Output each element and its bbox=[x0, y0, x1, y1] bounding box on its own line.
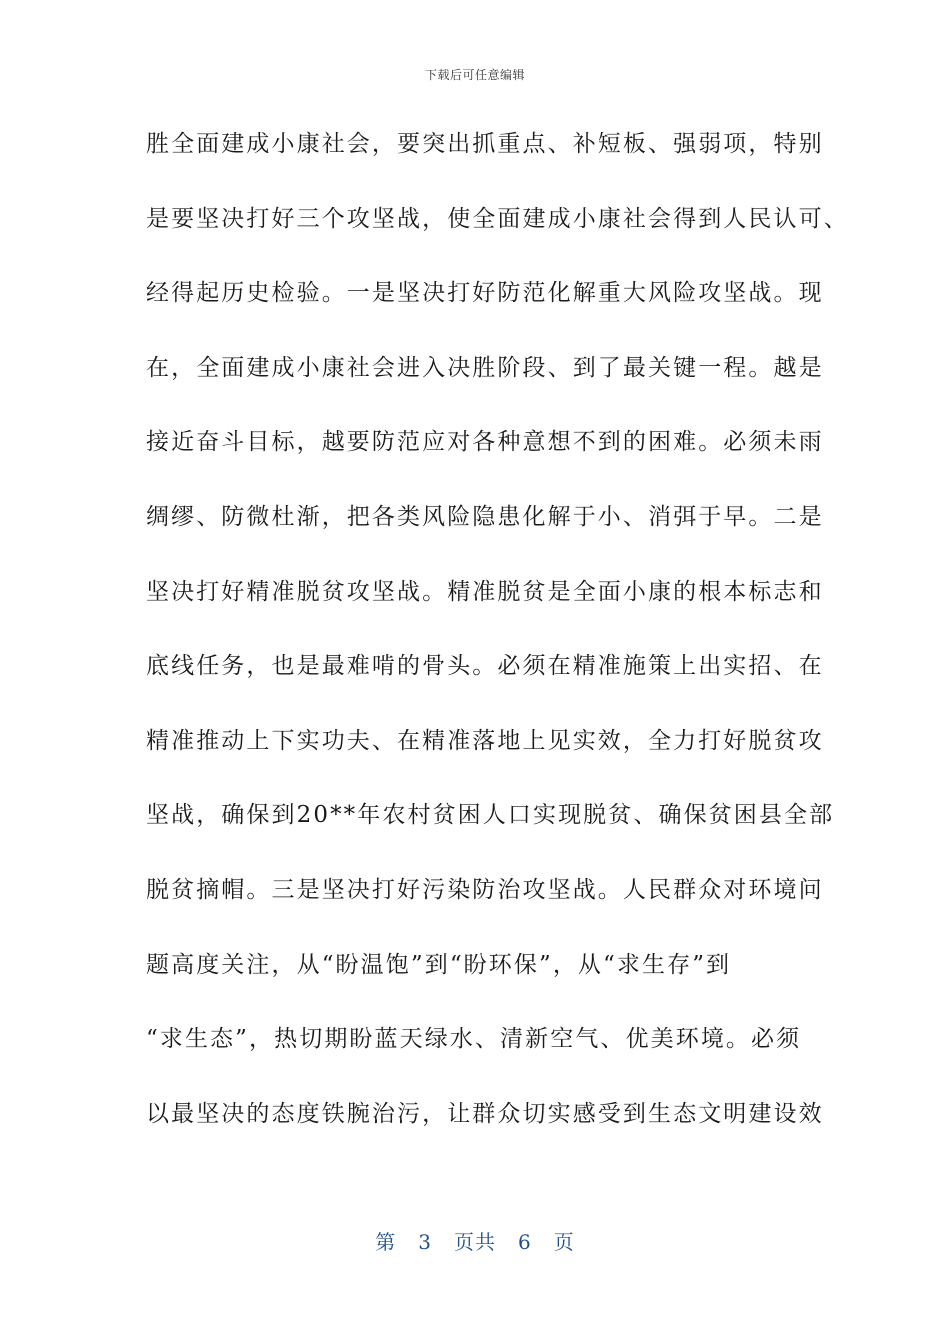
text-line: 胜全面建成小康社会，要突出抓重点、补短板、强弱项，特别 bbox=[146, 131, 824, 157]
text-line: “求生态”，热切期盼蓝天绿水、清新空气、优美环境。必须 bbox=[146, 1026, 802, 1053]
text-line: 经得起历史检验。一是坚决打好防范化解重大风险攻坚战。现 bbox=[146, 280, 824, 307]
page-middle: 页共 bbox=[454, 1230, 496, 1254]
document-body bbox=[146, 124, 849, 1168]
text-line: 底线任务，也是最难啃的骨头。必须在精准施策上出实招、在 bbox=[146, 653, 824, 680]
text-line: 接近奋斗目标，越要防范应对各种意想不到的困难。必须未雨 bbox=[146, 429, 824, 456]
text-line: 精准推动上下实功夫、在精准落地上见实效，全力打好脱贫攻 bbox=[146, 727, 824, 754]
page-prefix: 第 bbox=[375, 1230, 397, 1254]
text-line: 脱贫摘帽。三是坚决打好污染防治攻坚战。人民群众对环境问 bbox=[146, 876, 824, 903]
page-number-footer bbox=[0, 1226, 950, 1255]
text-line: 是要坚决打好三个攻坚战，使全面建成小康社会得到人民认可、 bbox=[146, 205, 849, 232]
text-line: 坚决打好精准脱贫攻坚战。精准脱贫是全面小康的根本标志和 bbox=[146, 578, 824, 605]
text-line: 坚战，确保到20**年农村贫困人口实现脱贫、确保贫困县全部 bbox=[146, 802, 835, 829]
text-line: 题高度关注，从“盼温饱”到“盼环保”，从“求生存”到 bbox=[146, 951, 732, 978]
page-suffix: 页 bbox=[553, 1230, 575, 1254]
text-line: 以最坚决的态度铁腕治污，让群众切实感受到生态文明建设效 bbox=[146, 1100, 824, 1127]
text-line: 绸缪、防微杜渐，把各类风险隐患化解于小、消弭于早。二是 bbox=[146, 503, 824, 530]
total-pages-number: 6 bbox=[518, 1230, 532, 1254]
text-line: 在，全面建成小康社会进入决胜阶段、到了最关键一程。越是 bbox=[146, 354, 824, 381]
page-header: 下载后可任意编辑 bbox=[424, 68, 525, 82]
current-page-number: 3 bbox=[418, 1230, 432, 1254]
